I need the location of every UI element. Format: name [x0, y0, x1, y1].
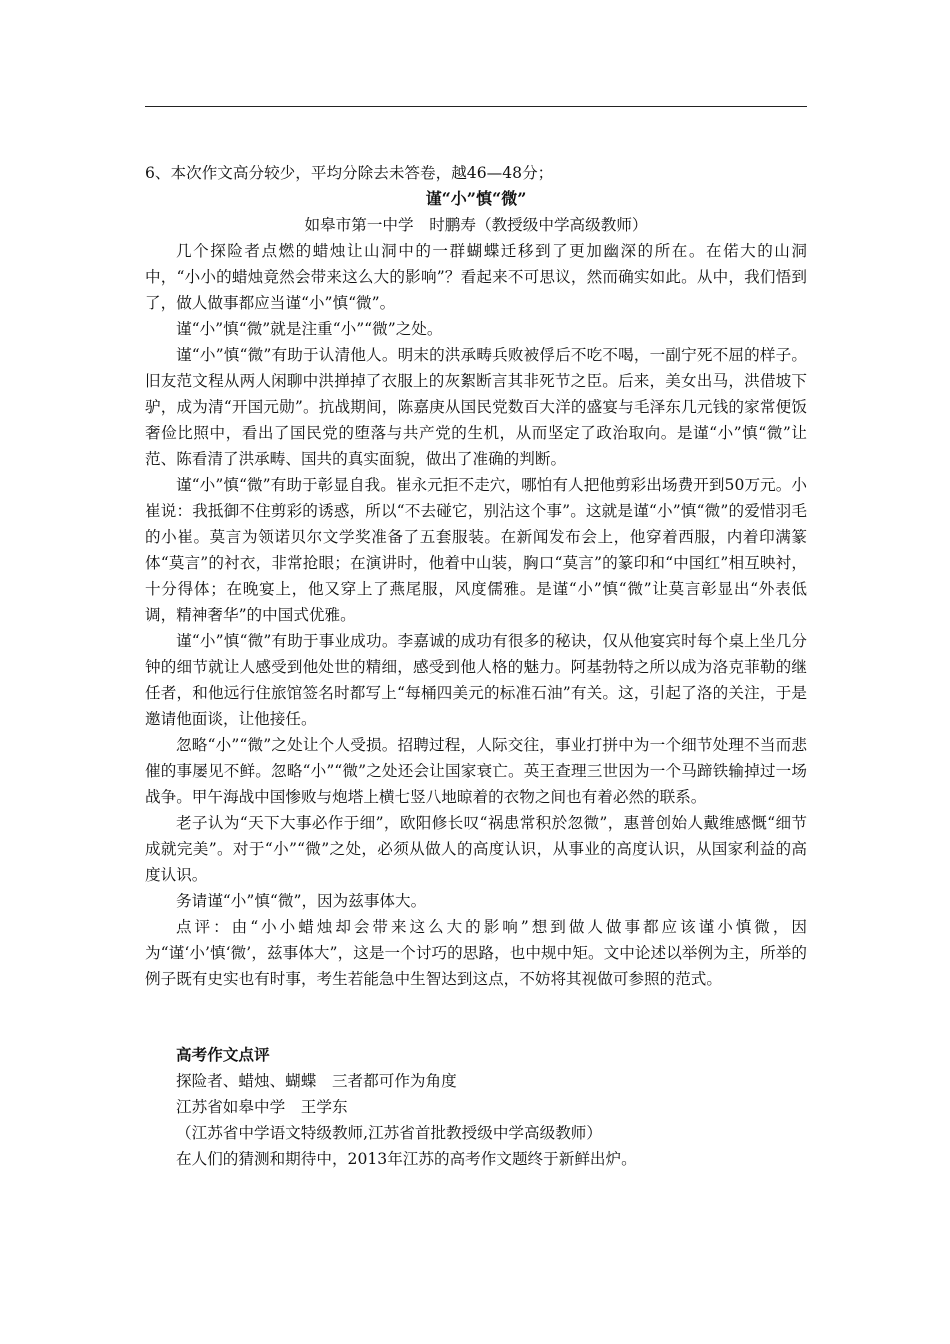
paragraph-summary: 老子认为“天下大事必作于细”，欧阳修长叹“祸患常积於忽微”，惠普创始人戴维感慨“细节成就完美”。对于“小”“微”之处，必须从做人的高度认识，从事业的高度认识，从国家利益的高度认识。 — [145, 814, 807, 884]
paragraph-counterpoint: 忽略“小”“微”之处让个人受损。招聘过程，人际交往，事业打拼中为一个细节处理不当而悲催的事屡见不鲜。忽略“小”“微”之处还会让国家衰亡。英王查理三世因为一个马蹄铁输掉过一场战争。甲午海战中国惨败与炮塔上横七竖八地晾着的衣物之间也有着必然的联系。 — [145, 736, 807, 806]
section-spacer — [145, 992, 807, 1042]
paragraph-point-1: 谨“小”慎“微”有助于认清他人。明末的洪承畴兵败被俘后不吃不喝，一副宁死不屈的样子。旧友范文程从两人闲聊中洪掸掉了衣服上的灰絮断言其非死节之臣。后来，美女出马，洪借坡下驴，成为清“开国元勋”。抗战期间，陈嘉庚从国民党数百大洋的盛宴与毛泽东几元钱的家常便饭奢俭比照中，看出了国民党的堕落与共产党的生机，从而坚定了政治取向。是谨“小”慎“微”让范、陈看清了洪承畴、国共的真实面貌，做出了准确的判断。 — [145, 346, 807, 468]
section-opening-line: 在人们的猜测和期待中，2013年江苏的高考作文题终于新鲜出炉。 — [176, 1150, 637, 1168]
document-body — [145, 160, 807, 1172]
section-author: 江苏省如皋中学 王学东 — [176, 1098, 348, 1116]
paragraph-intro: 几个探险者点燃的蜡烛让山洞中的一群蝴蝶迁移到了更加幽深的所在。在偌大的山洞中，“小小的蜡烛竟然会带来这么大的影响”？看起来不可思议，然而确实如此。从中，我们悟到了，做人做事都应当谨“小”慎“微”。 — [145, 242, 807, 312]
section-heading: 高考作文点评 — [176, 1045, 270, 1064]
scoring-note: 6、本次作文高分较少，平均分除去未答卷，越46—48分； — [145, 164, 554, 182]
essay-title: 谨“小”慎“微” — [425, 189, 527, 208]
paragraph-point-3: 谨“小”慎“微”有助于事业成功。李嘉诚的成功有很多的秘诀，仅从他宴宾时每个桌上坐几分钟的细节就让人感受到他处世的精细，感受到他人格的魅力。阿基勃特之所以成为洛克菲勒的继任者，和他远行住旅馆签名时都写上“每桶四美元的标准石油”有关。这，引起了洛的关注，于是邀请他面谈，让他接任。 — [145, 632, 807, 728]
paragraph-thesis: 谨“小”慎“微”就是注重“小”“微”之处。 — [176, 320, 443, 338]
paragraph-point-2: 谨“小”慎“微”有助于彰显自我。崔永元拒不走穴，哪怕有人把他剪彩出场费开到50万元。小崔说：我抵御不住剪彩的诱惑，所以“不去碰它，别沾这个事”。这就是谨“小”慎“微”的爱惜羽毛的小崔。莫言为领诺贝尔文学奖准备了五套服装。在新闻发布会上，他穿着西服，内着印满篆体“莫言”的衬衣，非常抢眼；在演讲时，他着中山装，胸口“莫言”的篆印和“中国红”相互映衬，十分得体；在晚宴上，他又穿上了燕尾服，风度儒雅。是谨“小”慎“微”让莫言彰显出“外表低调，精神奢华”的中国式优雅。 — [145, 476, 807, 624]
section-subtitle: 探险者、蜡烛、蝴蝶 三者都可作为角度 — [176, 1072, 457, 1090]
header-rule — [145, 106, 807, 107]
paragraph-commentary: 点评：由“小小蜡烛却会带来这么大的影响”想到做人做事都应该谨小慎微，因为“谨‘小’慎‘微’，兹事体大”，这是一个讨巧的思路，也中规中矩。文中论述以举例为主，所举的例子既有史实也有时事，考生若能急中生智达到这点，不妨将其视做可参照的范式。 — [145, 918, 807, 988]
essay-author: 如皋市第一中学 时鹏寿（教授级中学高级教师） — [304, 216, 648, 234]
paragraph-conclusion: 务请谨“小”慎“微”，因为兹事体大。 — [176, 892, 427, 910]
section-author-title: （江苏省中学语文特级教师,江苏省首批教授级中学高级教师） — [176, 1124, 602, 1142]
